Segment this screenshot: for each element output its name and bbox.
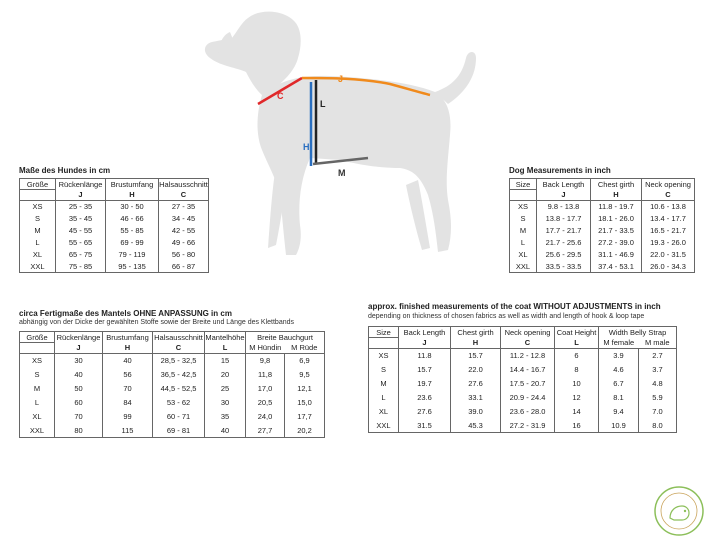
table-row xyxy=(20,261,209,273)
table-cell: L xyxy=(369,391,399,405)
header-letter: C xyxy=(501,338,555,349)
table-cell: 36,5 - 42,5 xyxy=(153,368,205,382)
table-row xyxy=(369,419,677,433)
header-letter: C xyxy=(153,343,205,354)
table-cell: 24,0 xyxy=(246,410,285,424)
table-cell: 2.7 xyxy=(639,349,677,363)
dog-inch-table xyxy=(509,178,695,273)
table-cell: 20 xyxy=(205,368,246,382)
header-cell: Neck opening xyxy=(642,179,695,190)
header-cell: Größe xyxy=(20,179,56,190)
table-cell: 65 - 75 xyxy=(56,249,106,261)
table-cell: XS xyxy=(510,201,537,213)
header-letter: L xyxy=(555,338,599,349)
table-cell: 27.6 xyxy=(451,377,501,391)
header-letter: J xyxy=(399,338,451,349)
table-cell: 10 xyxy=(555,377,599,391)
header-letter: H xyxy=(103,343,153,354)
dog-cm-title: Maße des Hundes in cm xyxy=(19,166,111,175)
table-cell: 53 - 62 xyxy=(153,396,205,410)
table-cell: 42 - 55 xyxy=(159,225,209,237)
table-cell: 79 - 119 xyxy=(106,249,159,261)
header-cell: Rückenlänge xyxy=(55,332,103,343)
table-row xyxy=(20,424,325,438)
table-row xyxy=(20,225,209,237)
table-cell: 12,1 xyxy=(285,382,325,396)
table-cell: XL xyxy=(369,405,399,419)
table-cell: 25.6 - 29.5 xyxy=(537,249,591,261)
table-cell: 16 xyxy=(555,419,599,433)
table-cell: 6.7 xyxy=(599,377,639,391)
table-cell: 84 xyxy=(103,396,153,410)
table-cell: 17,7 xyxy=(285,410,325,424)
table-cell: 13.8 - 17.7 xyxy=(537,213,591,225)
table-cell: 11.8 xyxy=(399,349,451,363)
header-cell: Coat Height xyxy=(555,327,599,338)
coat-inch-title-part2: in inch xyxy=(632,302,661,311)
table-cell: XXL xyxy=(20,261,56,273)
table-cell: 31.5 xyxy=(399,419,451,433)
coat-cm-table xyxy=(19,331,325,438)
table-cell: 28,5 - 32,5 xyxy=(153,354,205,368)
header-letter: H xyxy=(106,190,159,201)
table-row xyxy=(20,237,209,249)
table-cell: 34 - 45 xyxy=(159,213,209,225)
table-cell: 33.5 - 33.5 xyxy=(537,261,591,273)
table-cell: XXL xyxy=(369,419,399,433)
header-letter: M Hündin xyxy=(246,343,285,354)
table-cell: S xyxy=(20,368,55,382)
table-cell: 9.8 - 13.8 xyxy=(537,201,591,213)
table-cell: XS xyxy=(20,201,56,213)
header-cell: Brustumfang xyxy=(103,332,153,343)
table-cell: XL xyxy=(20,249,56,261)
table-row xyxy=(20,396,325,410)
table-row xyxy=(20,368,325,382)
brand-logo xyxy=(652,484,706,538)
header-cell: Halsausschnitt xyxy=(159,179,208,189)
table-cell: XS xyxy=(369,349,399,363)
table-cell: S xyxy=(369,363,399,377)
coat-inch-title-part1: approx. finished measurements of the coat xyxy=(368,302,534,311)
table-cell: 3.9 xyxy=(599,349,639,363)
coat-cm-title xyxy=(19,309,232,318)
header-letter: J xyxy=(537,190,591,201)
coat-inch-title-bold: WITHOUT ADJUSTMENTS xyxy=(533,302,633,311)
table-cell: 14.4 - 16.7 xyxy=(501,363,555,377)
dog-silhouette xyxy=(205,12,476,255)
table-row xyxy=(20,201,209,213)
table-cell: 40 xyxy=(205,424,246,438)
table-cell: 25 - 35 xyxy=(56,201,106,213)
table-row xyxy=(20,382,325,396)
table-cell: 15 xyxy=(205,354,246,368)
table-cell: 44,5 - 52,5 xyxy=(153,382,205,396)
coat-cm-title-bold: OHNE ANPASSUNG xyxy=(133,309,209,318)
table-cell: 66 - 87 xyxy=(159,261,209,273)
table-cell: 8.1 xyxy=(599,391,639,405)
table-cell: 60 - 71 xyxy=(153,410,205,424)
header-letter xyxy=(510,190,537,201)
table-cell: 17,0 xyxy=(246,382,285,396)
table-cell: 12 xyxy=(555,391,599,405)
table-cell: 21.7 - 25.6 xyxy=(537,237,591,249)
table-cell: 46 - 66 xyxy=(106,213,159,225)
table-cell: 20,2 xyxy=(285,424,325,438)
table-cell: 14 xyxy=(555,405,599,419)
table-cell: 25 xyxy=(205,382,246,396)
table-cell: 7.0 xyxy=(639,405,677,419)
table-cell: 37.4 - 53.1 xyxy=(591,261,642,273)
table-row xyxy=(20,354,325,368)
header-letter: J xyxy=(55,343,103,354)
table-cell: 27.2 - 39.0 xyxy=(591,237,642,249)
coat-cm-subtitle: abhängig von der Dicke der gewählten Stoffe sowie der Breite und Länge des Klettbands xyxy=(19,319,294,326)
header-letter xyxy=(20,190,56,201)
table-cell: 27 - 35 xyxy=(159,201,209,213)
table-cell: 11.8 - 19.7 xyxy=(591,201,642,213)
header-cell: Size xyxy=(369,327,399,338)
table-cell: 56 xyxy=(103,368,153,382)
table-cell: 60 xyxy=(55,396,103,410)
table-cell: 18.1 - 26.0 xyxy=(591,213,642,225)
dog-measurement-diagram xyxy=(190,0,530,275)
table-cell: 40 xyxy=(55,368,103,382)
table-cell: 23.6 - 28.0 xyxy=(501,405,555,419)
dog-cm-table xyxy=(19,178,209,273)
table-cell: 19.3 - 26.0 xyxy=(642,237,695,249)
header-cell: Back Length xyxy=(399,327,451,338)
table-cell: 55 - 65 xyxy=(56,237,106,249)
header-cell: Mantelhöhe xyxy=(205,332,245,342)
table-cell: 10.6 - 13.8 xyxy=(642,201,695,213)
table-row xyxy=(369,363,677,377)
table-cell: 15.7 xyxy=(451,349,501,363)
table-cell: L xyxy=(510,237,537,249)
table-row xyxy=(369,377,677,391)
table-cell: 9,8 xyxy=(246,354,285,368)
table-cell: 4.6 xyxy=(599,363,639,377)
coat-inch-subtitle: depending on thickness of chosen fabrics as well as width and length of hook & loop tape xyxy=(368,313,645,320)
header-letter: M Rüde xyxy=(285,343,325,354)
table-row xyxy=(510,249,695,261)
table-cell: XXL xyxy=(20,424,55,438)
table-cell: 20.9 - 24.4 xyxy=(501,391,555,405)
table-cell: XL xyxy=(510,249,537,261)
table-cell: 33.1 xyxy=(451,391,501,405)
header-cell: Halsausschnitt xyxy=(154,332,203,342)
table-cell: 15.7 xyxy=(399,363,451,377)
header-letter xyxy=(20,343,55,354)
header-cell: Chest girth xyxy=(451,327,501,338)
table-cell: 35 - 45 xyxy=(56,213,106,225)
table-cell: XXL xyxy=(510,261,537,273)
table-cell: 17.7 - 21.7 xyxy=(537,225,591,237)
header-letter: L xyxy=(205,343,246,354)
header-cell: Width Belly Strap xyxy=(599,327,677,338)
header-cell: Neck opening xyxy=(501,327,555,338)
table-cell: 13.4 - 17.7 xyxy=(642,213,695,225)
table-row xyxy=(510,201,695,213)
table-cell: 70 xyxy=(103,382,153,396)
header-letter: H xyxy=(591,190,642,201)
table-cell: 11.2 - 12.8 xyxy=(501,349,555,363)
table-cell: S xyxy=(20,213,56,225)
coat-inch-title xyxy=(368,302,661,311)
table-cell: 21.7 - 33.5 xyxy=(591,225,642,237)
table-cell: 56 - 80 xyxy=(159,249,209,261)
table-row xyxy=(510,237,695,249)
table-cell: 80 xyxy=(55,424,103,438)
table-cell: 30 - 50 xyxy=(106,201,159,213)
table-cell: 27.6 xyxy=(399,405,451,419)
table-cell: M xyxy=(20,225,56,237)
table-cell: 17.5 - 20.7 xyxy=(501,377,555,391)
table-cell: 22.0 xyxy=(451,363,501,377)
header-letter: H xyxy=(451,338,501,349)
table-cell: XL xyxy=(20,410,55,424)
table-cell: 20,5 xyxy=(246,396,285,410)
table-cell: 6,9 xyxy=(285,354,325,368)
table-cell: M xyxy=(510,225,537,237)
table-cell: S xyxy=(510,213,537,225)
label-m: M xyxy=(338,168,346,178)
table-row xyxy=(510,213,695,225)
header-letter: J xyxy=(56,190,106,201)
table-cell: 99 xyxy=(103,410,153,424)
table-row xyxy=(510,261,695,273)
label-l: L xyxy=(320,99,326,109)
table-cell: 45.3 xyxy=(451,419,501,433)
table-cell: 19.7 xyxy=(399,377,451,391)
table-cell: 23.6 xyxy=(399,391,451,405)
header-cell: Chest girth xyxy=(591,179,642,190)
table-cell: 9.4 xyxy=(599,405,639,419)
header-cell: Rückenlänge xyxy=(56,179,106,190)
table-cell: 10.9 xyxy=(599,419,639,433)
header-letter xyxy=(369,338,399,349)
table-cell: 30 xyxy=(55,354,103,368)
table-cell: 27,7 xyxy=(246,424,285,438)
header-cell: Größe xyxy=(20,332,55,343)
header-letter: C xyxy=(642,190,695,201)
table-cell: 30 xyxy=(205,396,246,410)
table-row xyxy=(369,391,677,405)
table-cell: 69 - 81 xyxy=(153,424,205,438)
table-cell: L xyxy=(20,396,55,410)
table-cell: 31.1 - 46.9 xyxy=(591,249,642,261)
table-cell: 95 - 135 xyxy=(106,261,159,273)
dog-inch-title: Dog Measurements in inch xyxy=(509,166,611,175)
table-cell: 115 xyxy=(103,424,153,438)
table-cell: M xyxy=(20,382,55,396)
table-cell: 4.8 xyxy=(639,377,677,391)
table-cell: M xyxy=(369,377,399,391)
table-row xyxy=(369,405,677,419)
table-cell: 5.9 xyxy=(639,391,677,405)
header-cell: Brustumfang xyxy=(106,179,159,190)
header-letter: M male xyxy=(639,338,677,349)
header-letter: C xyxy=(159,190,209,201)
coat-cm-title-part2: in cm xyxy=(208,309,232,318)
table-cell: 50 xyxy=(55,382,103,396)
table-cell: 40 xyxy=(103,354,153,368)
table-cell: 15,0 xyxy=(285,396,325,410)
table-cell: 8.0 xyxy=(639,419,677,433)
table-cell: L xyxy=(20,237,56,249)
table-cell: 6 xyxy=(555,349,599,363)
table-cell: 16.5 - 21.7 xyxy=(642,225,695,237)
label-h: H xyxy=(303,142,310,152)
table-row xyxy=(369,349,677,363)
label-c: C xyxy=(277,91,284,101)
header-cell: Back Length xyxy=(537,179,591,190)
table-cell: 9,5 xyxy=(285,368,325,382)
table-row xyxy=(20,410,325,424)
table-cell: 55 - 85 xyxy=(106,225,159,237)
table-cell: 11,8 xyxy=(246,368,285,382)
table-cell: 35 xyxy=(205,410,246,424)
table-cell: 70 xyxy=(55,410,103,424)
header-letter: M female xyxy=(599,338,639,349)
label-j: J xyxy=(338,74,344,84)
table-row xyxy=(20,213,209,225)
coat-inch-table xyxy=(368,326,677,433)
table-cell: 45 - 55 xyxy=(56,225,106,237)
coat-cm-title-part1: circa Fertigmaße des Mantels xyxy=(19,309,134,318)
header-cell: Size xyxy=(510,179,537,190)
table-cell: 27.2 - 31.9 xyxy=(501,419,555,433)
table-cell: XS xyxy=(20,354,55,368)
table-cell: 69 - 99 xyxy=(106,237,159,249)
table-cell: 22.0 - 31.5 xyxy=(642,249,695,261)
table-cell: 26.0 - 34.3 xyxy=(642,261,695,273)
table-cell: 3.7 xyxy=(639,363,677,377)
table-cell: 75 - 85 xyxy=(56,261,106,273)
table-cell: 49 - 66 xyxy=(159,237,209,249)
table-cell: 39.0 xyxy=(451,405,501,419)
table-row xyxy=(510,225,695,237)
table-cell: 8 xyxy=(555,363,599,377)
header-cell: Breite Bauchgurt xyxy=(246,332,325,343)
table-row xyxy=(20,249,209,261)
